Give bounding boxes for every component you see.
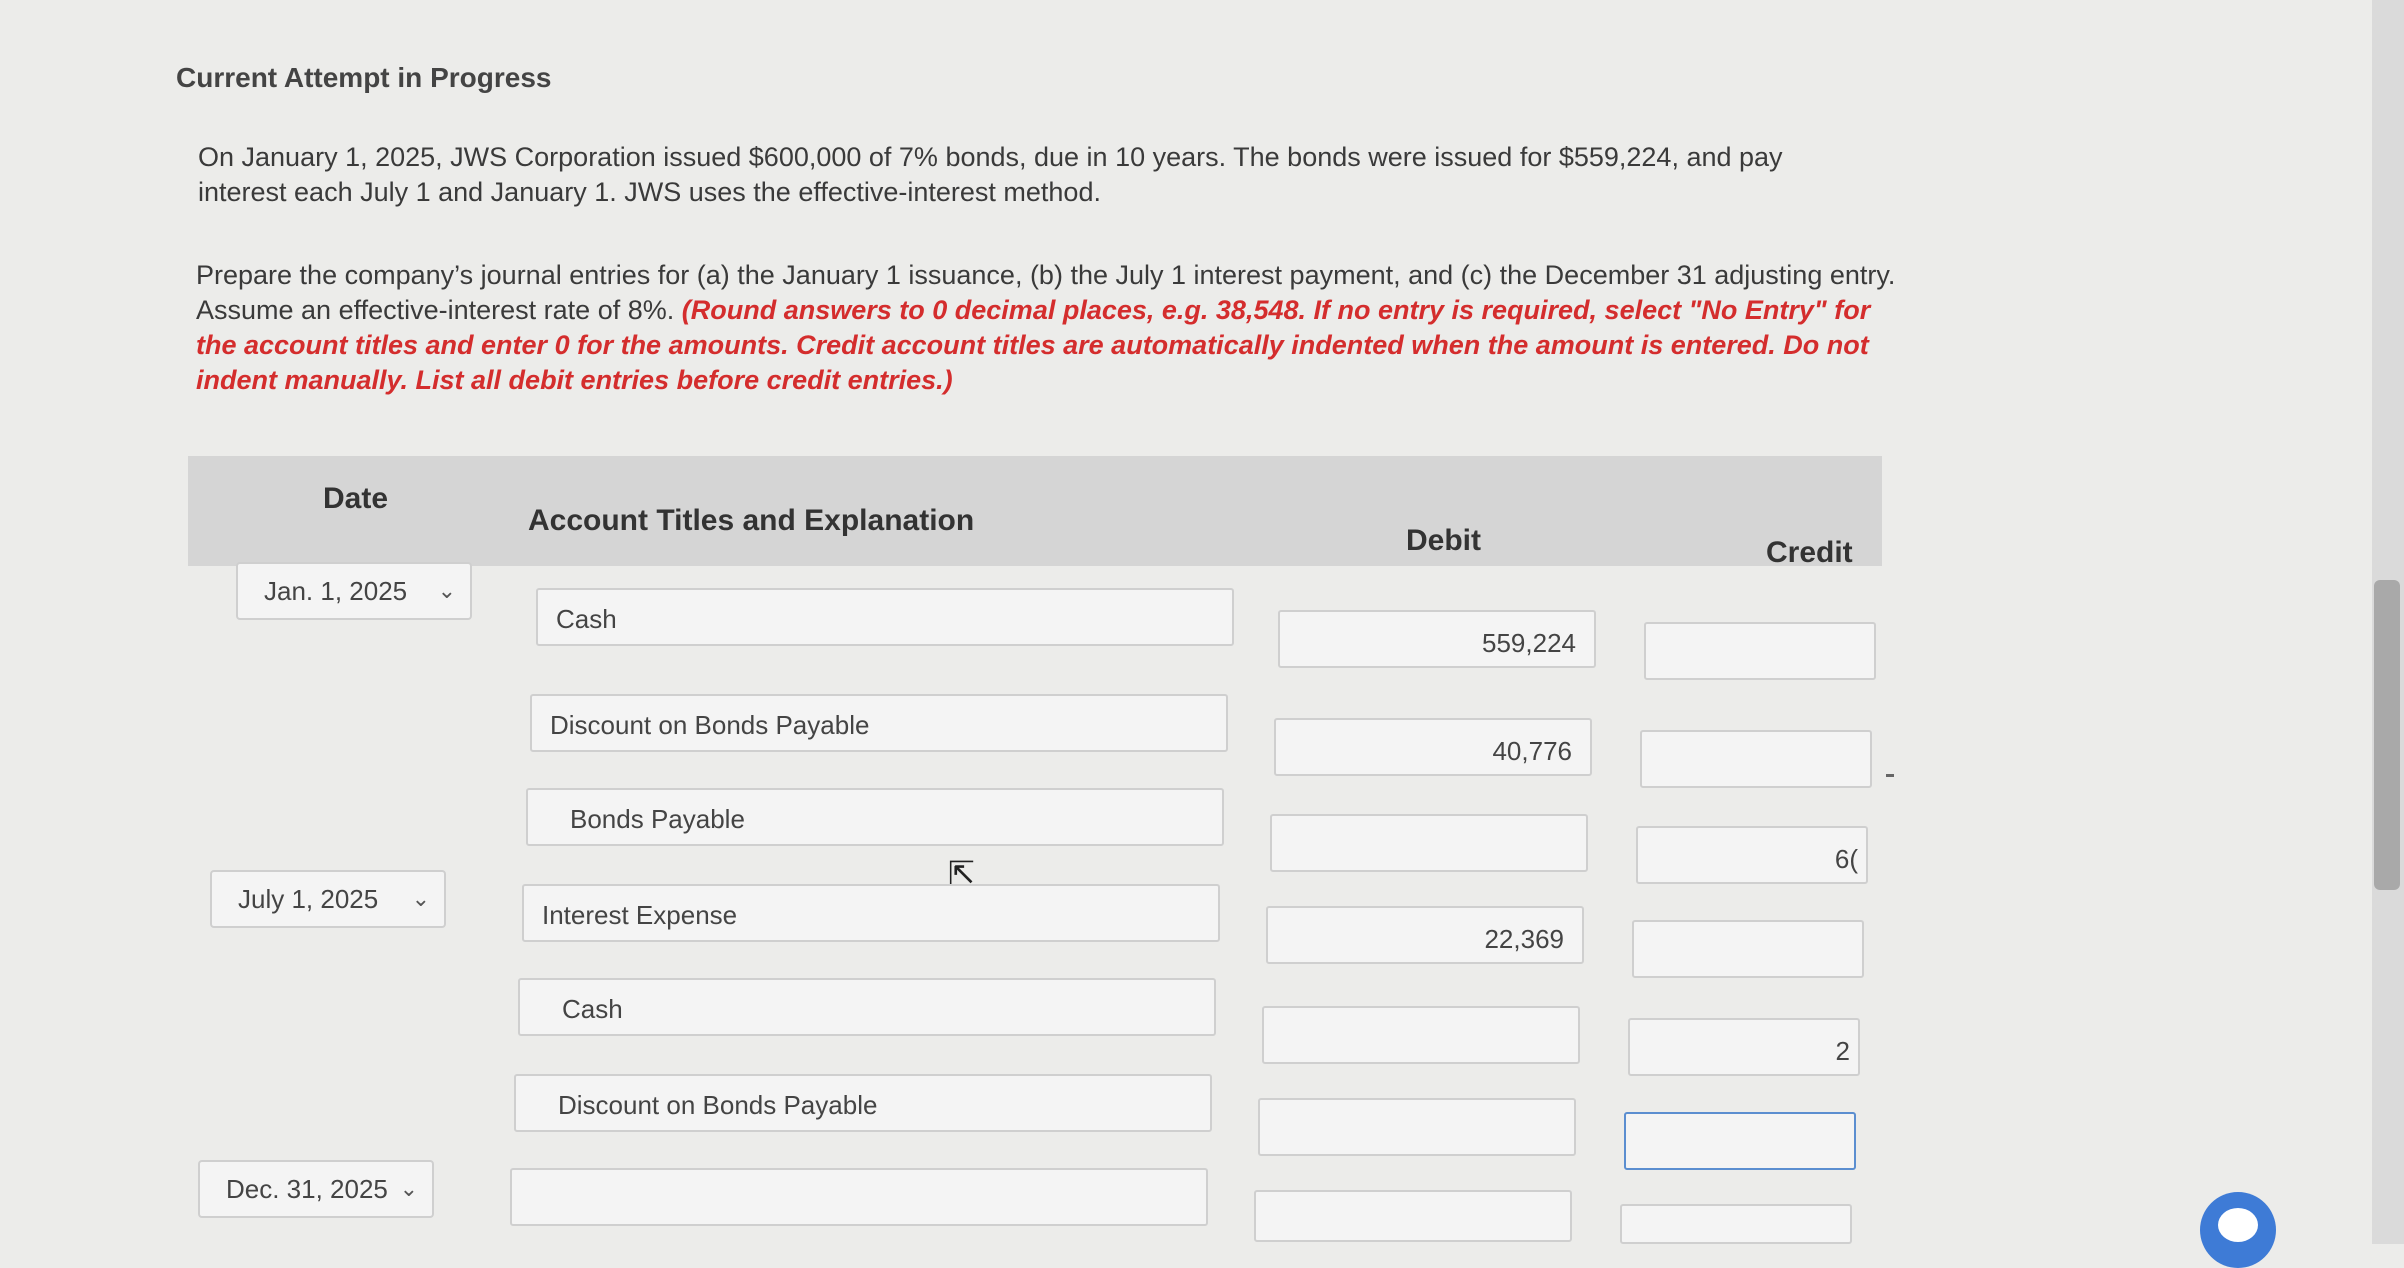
credit-input[interactable] [1620, 1204, 1852, 1244]
date-select-dec31[interactable] [198, 1160, 434, 1218]
credit-input[interactable] [1644, 622, 1876, 680]
header-date: Date [323, 482, 389, 515]
date-value: Dec. 31, 2025 [226, 1174, 388, 1204]
credit-value: 6( [1834, 844, 1858, 874]
account-title-value: Interest Expense [542, 900, 738, 930]
account-title-input[interactable] [536, 588, 1234, 646]
account-title-input[interactable] [522, 884, 1220, 942]
debit-input[interactable] [1274, 718, 1592, 776]
credit-input[interactable] [1632, 920, 1864, 978]
scrollbar-thumb[interactable] [2374, 580, 2400, 890]
mouse-pointer-icon: ⇱ [948, 855, 975, 891]
chevron-down-icon: ⌄ [437, 578, 456, 603]
chat-button[interactable] [2200, 1192, 2276, 1268]
date-value: Jan. 1, 2025 [264, 576, 408, 606]
account-title-value: Discount on Bonds Payable [550, 710, 870, 740]
debit-input[interactable] [1278, 610, 1596, 668]
credit-input[interactable] [1640, 730, 1872, 788]
instructions [196, 258, 1896, 398]
problem-statement: On January 1, 2025, JWS Corporation issued $600,000 of 7% bonds, due in 10 years. The bonds were issued for $559,224, and pay interest each July 1 and January 1. JWS uses the effective-interest method. [198, 142, 1783, 207]
account-title-value: Bonds Payable [570, 804, 745, 834]
header-credit: Credit [1766, 536, 1853, 569]
header-debit: Debit [1406, 524, 1481, 557]
date-value: July 1, 2025 [238, 884, 379, 914]
debit-value: 559,224 [1482, 628, 1576, 658]
debit-input[interactable] [1254, 1190, 1572, 1242]
account-title-input[interactable] [530, 694, 1228, 752]
debit-input[interactable] [1262, 1006, 1580, 1064]
debit-input[interactable] [1258, 1098, 1576, 1156]
debit-value: 40,776 [1492, 736, 1572, 766]
page-heading: Current Attempt in Progress [176, 62, 552, 93]
debit-input[interactable] [1266, 906, 1584, 964]
account-title-value: Cash [562, 994, 623, 1024]
account-title-input[interactable] [510, 1168, 1208, 1226]
credit-value: 2 [1835, 1036, 1850, 1066]
account-title-input[interactable] [518, 978, 1216, 1036]
debit-value: 22,369 [1484, 924, 1564, 954]
divider-mark [1886, 774, 1894, 777]
credit-input[interactable] [1636, 826, 1868, 884]
table-header [188, 456, 1882, 569]
header-account: Account Titles and Explanation [528, 504, 975, 537]
account-title-value: Cash [556, 604, 617, 634]
account-title-input[interactable] [514, 1074, 1212, 1132]
chat-icon [2218, 1208, 2258, 1242]
credit-input[interactable] [1624, 1112, 1856, 1170]
credit-input[interactable] [1628, 1018, 1860, 1076]
chevron-down-icon: ⌄ [411, 886, 430, 911]
instructions-text: Prepare the company’s journal entries for (a) the January 1 issuance, (b) the July 1 interest payment, and (c) the December 31 adjusting entry. Assume an effective-interest rate of 8%. [196, 260, 1896, 325]
chevron-down-icon: ⌄ [399, 1176, 418, 1201]
debit-input[interactable] [1270, 814, 1588, 872]
instructions-note: (Round answers to 0 decimal places, e.g. 38,548. If no entry is required, select "No Entry" for the account titles and enter 0 for the amounts. Credit account titles are automatically indented when the amount is entered. Do not indent manually. List all debit entries before credit entries.) [196, 295, 1871, 395]
account-title-value: Discount on Bonds Payable [558, 1090, 878, 1120]
date-select-jul1[interactable] [210, 870, 446, 928]
account-title-input[interactable] [526, 788, 1224, 846]
date-select-jan1[interactable] [236, 562, 472, 620]
